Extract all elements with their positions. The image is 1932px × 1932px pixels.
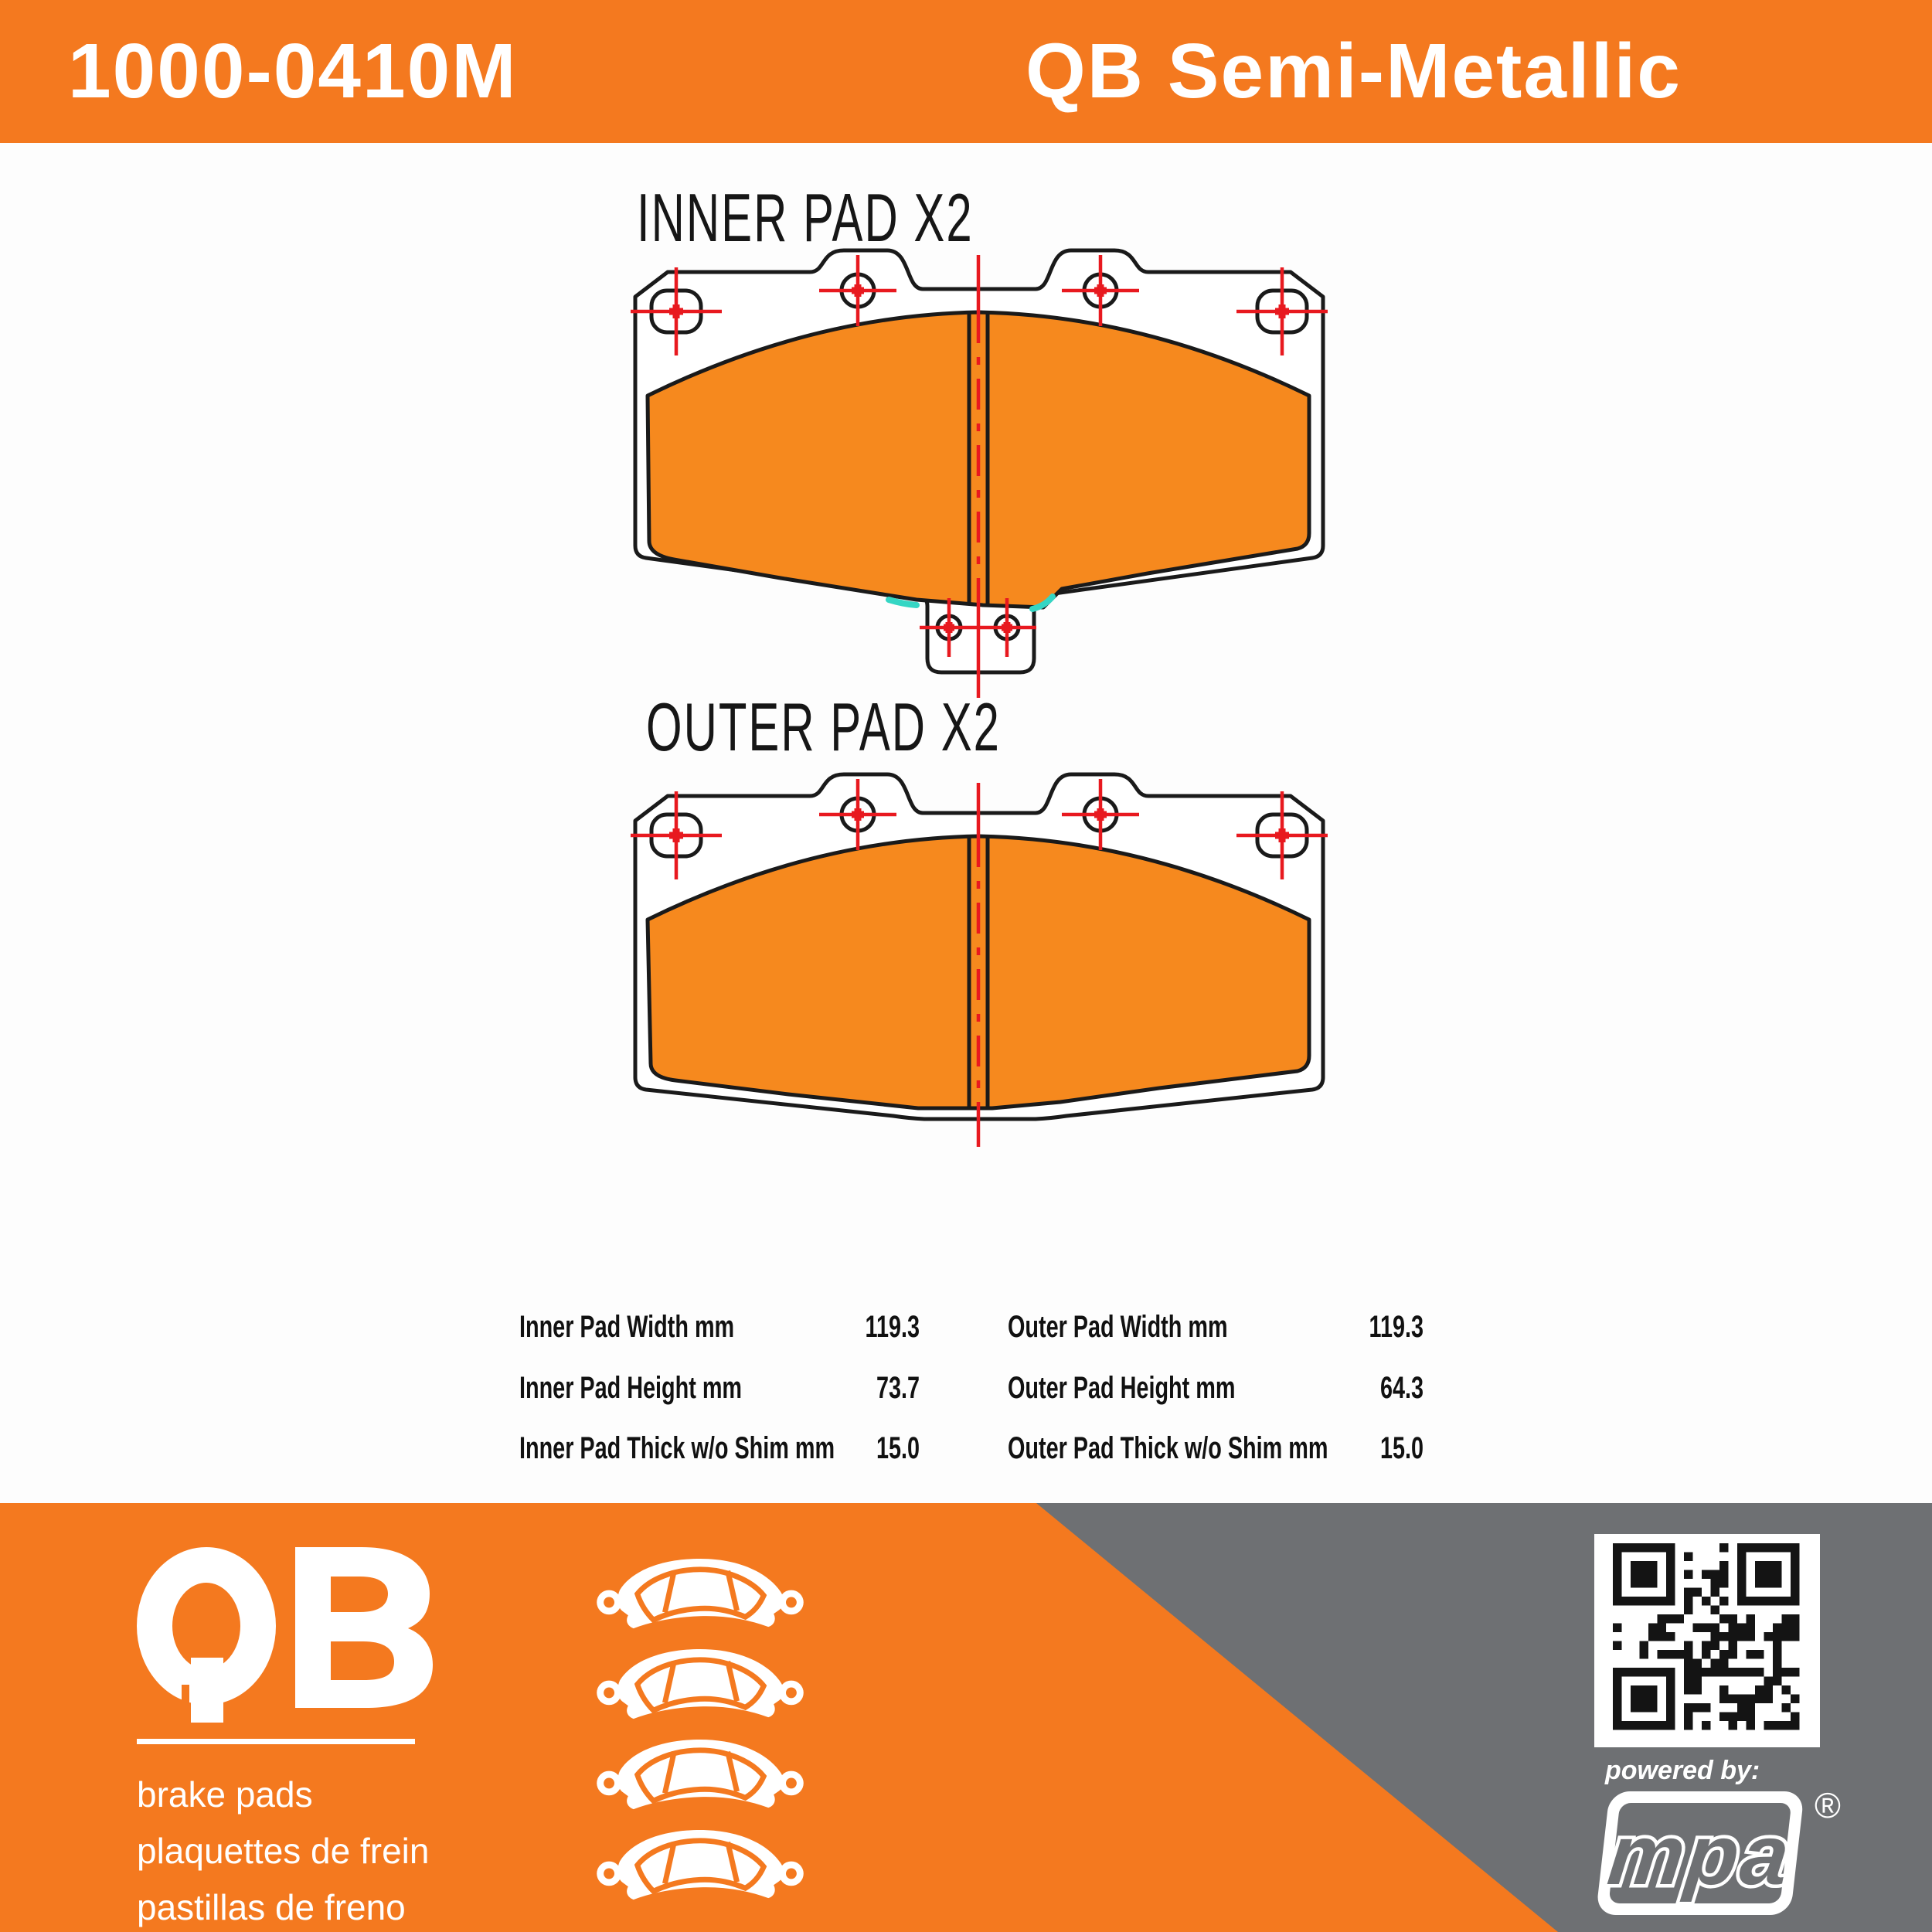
mpa-logo (1596, 1791, 1804, 1915)
spec-value: 64.3 (1379, 1371, 1423, 1405)
part-number: 1000-0410M (68, 28, 518, 114)
registered-mark: ® (1815, 1785, 1841, 1825)
spec-value: 15.0 (1379, 1431, 1423, 1465)
spec-value: 15.0 (876, 1431, 920, 1465)
spec-value: 73.7 (876, 1371, 920, 1405)
outer-pad-diagram (631, 774, 1328, 1147)
outer-pad-title: OUTER PAD X2 (646, 689, 1001, 765)
inner-pad-diagram (631, 250, 1328, 698)
spec-label: Inner Pad Height mm (519, 1371, 743, 1405)
inner-pad-title: INNER PAD X2 (637, 179, 974, 256)
header-bar (0, 0, 1932, 143)
qb-logo-q-tail-gap (182, 1685, 189, 1722)
qb-logo-underline (137, 1739, 415, 1744)
tagline-en: brake pads (137, 1774, 313, 1815)
tagline-es: pastillas de freno (137, 1887, 406, 1927)
product-line-title: QB Semi-Metallic (1026, 28, 1682, 114)
spec-label: Inner Pad Thick w/o Shim mm (519, 1431, 835, 1465)
qr-code (1594, 1534, 1820, 1747)
powered-by-label: powered by: (1605, 1756, 1760, 1785)
spec-label: Outer Pad Thick w/o Shim mm (1008, 1431, 1328, 1465)
tagline-fr: plaquettes de frein (137, 1831, 430, 1871)
spec-value: 119.3 (1369, 1310, 1423, 1344)
spec-value: 119.3 (865, 1310, 920, 1344)
spec-label: Inner Pad Width mm (519, 1310, 735, 1344)
mpa-logo-text: mpa (1604, 1808, 1797, 1903)
spec-label: Outer Pad Height mm (1008, 1371, 1236, 1405)
qb-logo-q-tail (191, 1658, 223, 1723)
spec-label: Outer Pad Width mm (1008, 1310, 1228, 1344)
